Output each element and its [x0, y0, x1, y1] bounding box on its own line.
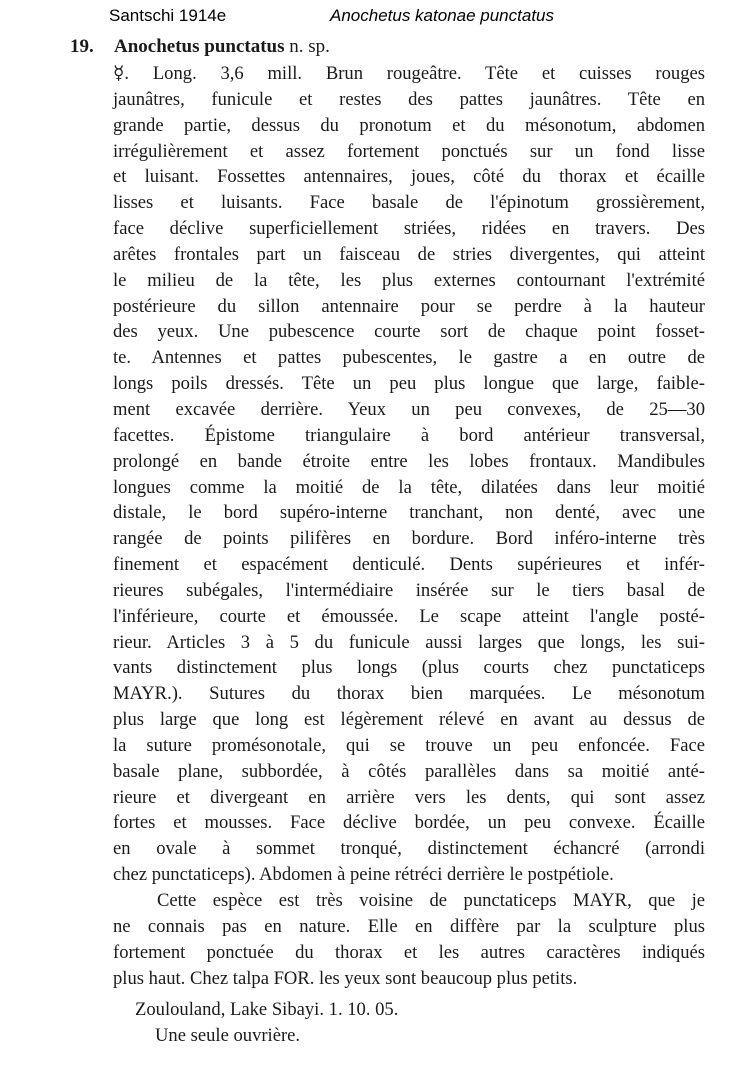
- species-description: [113, 61, 705, 991]
- entry-number: 19.: [70, 36, 94, 57]
- description-line: postérieure du sillon antennaire pour se perdre à la hauteur: [113, 295, 705, 317]
- description-line: irrégulièrement et assez fortement ponctués sur un fond lisse: [113, 140, 705, 162]
- description-line: chez punctaticeps). Abdomen à peine rétréci derrière le postpétiole.: [113, 864, 614, 886]
- description-line: te. Antennes et pattes pubescentes, le gastre a en outre de: [113, 347, 705, 369]
- description-line: MAYR.). Sutures du thorax bien marquées. Le mésonotum: [113, 683, 705, 705]
- description-line: prolongé en bande étroite entre les lobes frontaux. Mandibules: [113, 450, 705, 472]
- description-line: ☿. Long. 3,6 mill. Brun rougeâtre. Tête et cuisses rouges: [113, 63, 705, 84]
- description-line: vants distinctement plus longs (plus courts chez punctaticeps: [113, 657, 705, 679]
- description-line: face déclive superficiellement striées, ridées en travers. Des: [113, 218, 705, 240]
- description-line: et luisant. Fossettes antennaires, joues, côté du thorax et écaille: [113, 166, 705, 188]
- description-line: finement et espacément denticulé. Dents supérieures et infér-: [113, 554, 705, 576]
- specimen-data: [135, 997, 695, 1049]
- remark-line: Cette espèce est très voisine de punctaticeps MAYR, que je: [157, 890, 705, 911]
- description-line: rieur. Articles 3 à 5 du funicule aussi larges que longs, les sui-: [113, 631, 705, 653]
- description-line: distale, le bord supéro-interne tranchant, non denté, avec une: [113, 502, 705, 524]
- description-line: basale plane, subbordée, à côtés parallèles dans sa moitié anté-: [113, 760, 705, 782]
- description-line: la suture promésonotale, qui se trouve un peu enfoncée. Face: [113, 734, 705, 756]
- description-line: longs poils dressés. Tête un peu plus longue que large, faible-: [113, 373, 705, 395]
- species-entry-heading: [70, 35, 710, 59]
- description-line: des yeux. Une pubescence courte sort de chaque point fosset-: [113, 321, 705, 343]
- description-line: rieure et divergeant en arrière vers les dents, qui sont assez: [113, 786, 705, 808]
- citation: Santschi 1914e: [109, 6, 227, 25]
- description-line: lisses et luisants. Face basale de l'épinotum grossièrement,: [113, 192, 705, 214]
- remark-line: ne connais pas en nature. Elle en diffère par la sculpture plus: [113, 915, 705, 937]
- description-line: jaunâtres, funicule et restes des pattes jaunâtres. Tête en: [113, 88, 705, 110]
- description-line: arêtes frontales part un faisceau de stries divergentes, qui atteint: [113, 243, 705, 265]
- taxon-name: Anochetus katonae punctatus: [330, 6, 554, 25]
- locality: Zoulouland, Lake Sibayi. 1. 10. 05.: [135, 999, 399, 1020]
- species-name: Anochetus punctatus: [114, 36, 285, 57]
- description-line: plus large que long est légèrement rélevé en avant au dessus de: [113, 709, 705, 731]
- description-line: rangée de points pilifères en bordure. Bord inféro-interne très: [113, 528, 705, 550]
- description-line: fortes et mousses. Face déclive bordée, un peu convexe. Écaille: [113, 812, 705, 834]
- description-line: rieures subégales, l'intermédiaire insérée sur le tiers basal de: [113, 579, 705, 601]
- description-line: le milieu de la tête, les plus externes contournant l'extrémité: [113, 269, 705, 291]
- remark-line: plus haut. Chez talpa FOR. les yeux sont beaucoup plus petits.: [113, 967, 578, 989]
- description-line: ment excavée derrière. Yeux un peu convexes, de 25—30: [113, 398, 705, 420]
- description-line: facettes. Épistome triangulaire à bord antérieur transversal,: [113, 424, 705, 446]
- description-line: l'inférieure, courte et émoussée. Le scape atteint l'angle posté-: [113, 605, 705, 627]
- description-line: grande partie, dessus du pronotum et du mésonotum, abdomen: [113, 114, 705, 136]
- description-line: longues comme la moitié de la tête, dilatées dans leur moitié: [113, 476, 705, 498]
- description-line: en ovale à sommet tronqué, distinctement échancré (arrondi: [113, 838, 705, 860]
- taxonomic-status: n. sp.: [289, 36, 330, 57]
- specimen-note: Une seule ouvrière.: [155, 1025, 301, 1046]
- remark-line: fortement ponctuée du thorax et les autres caractères indiqués: [113, 941, 705, 963]
